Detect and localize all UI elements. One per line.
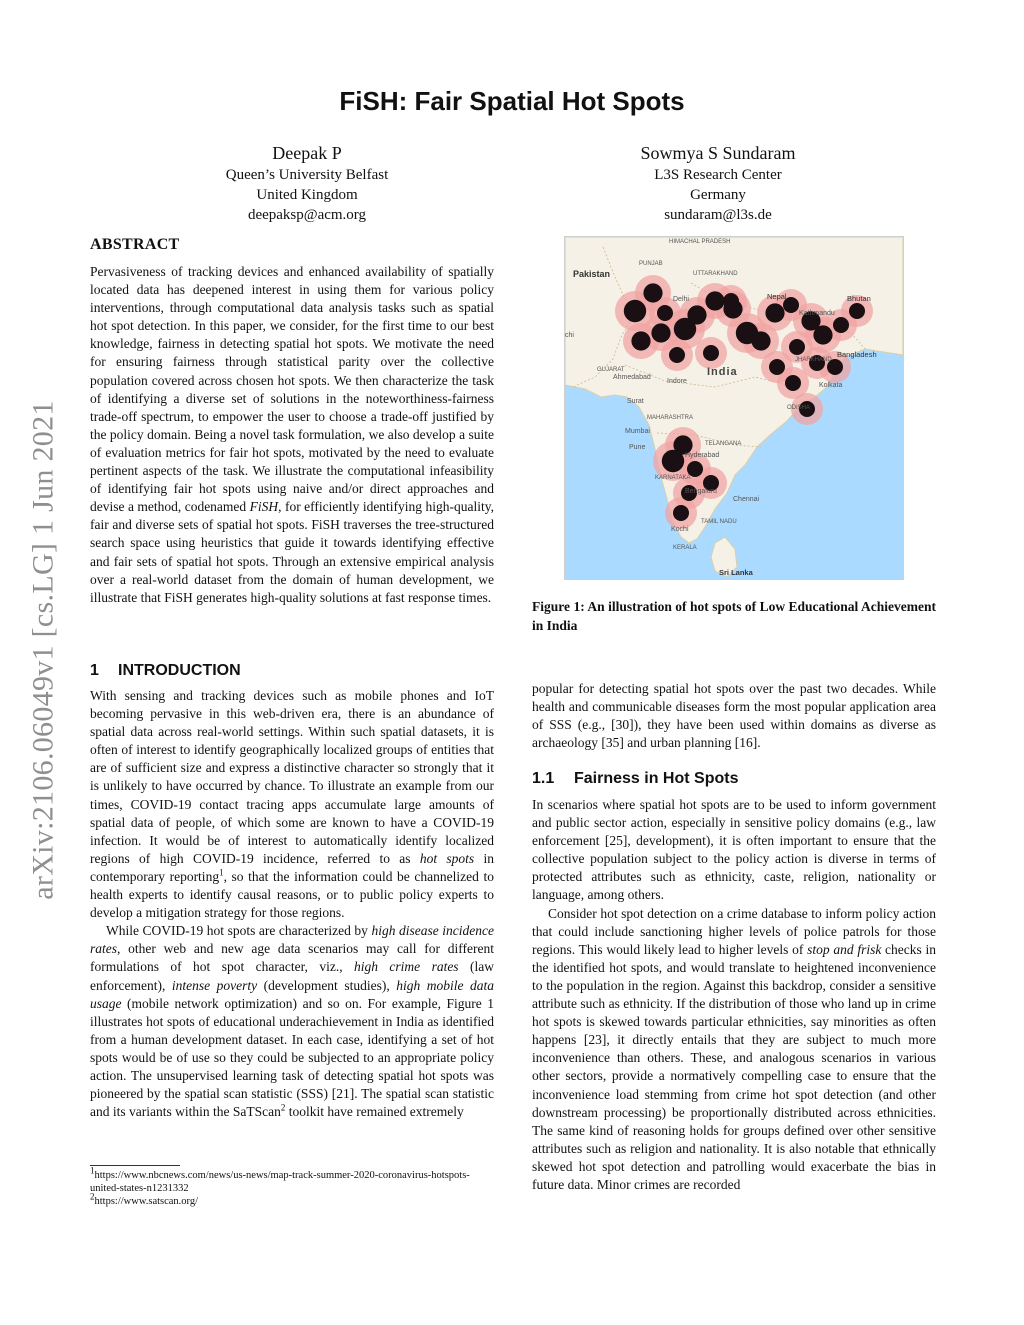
map-label-jharkhand: JHARKHAND bbox=[795, 357, 832, 363]
footnotes bbox=[90, 1165, 494, 1208]
map-label-karnataka: KARNATAKA bbox=[655, 475, 691, 481]
hot-spot-cluster bbox=[631, 331, 650, 350]
footnote-ref[interactable]: 2 bbox=[280, 1102, 286, 1113]
map-label-surat: Surat bbox=[627, 398, 644, 405]
hot-spot-cluster bbox=[673, 505, 689, 521]
map-label-uttarakhand: UTTARAKHAND bbox=[693, 271, 738, 277]
hot-spot-cluster bbox=[765, 303, 784, 322]
hot-spot-cluster bbox=[705, 291, 724, 310]
footnote-2: $^2$https://www.satscan.org/ bbox=[90, 1191, 199, 1207]
author-name: Sowmya S Sundaram bbox=[640, 143, 796, 163]
author-country: Germany bbox=[690, 187, 746, 203]
author-affiliation: L3S Research Center bbox=[654, 167, 782, 183]
abstract-heading: ABSTRACT bbox=[90, 236, 180, 253]
map-label-kochi: Kochi bbox=[671, 526, 689, 533]
footnote-rule bbox=[90, 1165, 180, 1166]
map-label-hyderabad: Hyderabad bbox=[685, 452, 720, 459]
map-label-kathmandu: Kathmandu bbox=[799, 310, 835, 317]
author-email[interactable]: deepaksp@acm.org bbox=[247, 207, 367, 223]
intro-paragraph-2: While COVID-19 hot spots are characterized by high disease incidence rates, other web and new age data scenarios may call for different formulations of hot spot character, viz., high crime rates (law enforcement), intense poverty (development studies), high mobile data usage (mobile network optimization) and so on. For example, Figure 1 illustrates hot spots of educational underachievement in India as identified from a human development dataset. In each case, identifying a set of hot spots would be of use so they could be subjected to an appropriate policy action. The unsupervised learning task of detecting spatial hot spots was pioneered by the spatial scan statistic (SSS) [21]. The spatial scan statistic and its variants within the SaTScan$^2$ toolkit have remained extremely bbox=[90, 923, 494, 1120]
intro-paragraph-3: popular for detecting spatial hot spots over the past two decades. While health and communicable diseases form the most popular application area of SSS (e.g., [30]), they have been used within domains as diverse as archaeology [35] and urban planning [16]. bbox=[532, 681, 936, 751]
introduction-continued bbox=[532, 680, 936, 752]
hot-spot-cluster bbox=[723, 293, 739, 309]
method-name: FiSH bbox=[249, 499, 279, 515]
hot-spot-cluster bbox=[785, 375, 801, 391]
footnote-link[interactable]: https://www.nbcnews.com/news/us-news/map-track-summer-2020-coronavirus-hotspots-united-states-n1231332 bbox=[90, 1170, 470, 1194]
hot-spot-cluster bbox=[662, 450, 684, 472]
hot-spot-cluster bbox=[813, 325, 832, 344]
map-label-pune: Pune bbox=[629, 444, 646, 451]
hot-spot-cluster bbox=[833, 317, 849, 333]
abstract-body bbox=[90, 263, 494, 607]
map-label-indore: Indore bbox=[667, 378, 687, 385]
author-1 bbox=[147, 143, 467, 225]
map-label-kolkata: Kolkata bbox=[819, 382, 843, 389]
author-name: Deepak P bbox=[272, 143, 342, 163]
hot-spot-cluster bbox=[657, 305, 673, 321]
map-label-bangladesh: Bangladesh bbox=[837, 350, 877, 359]
hot-spot-cluster bbox=[769, 359, 785, 375]
map-label-tamil-nadu: TAMIL NADU bbox=[701, 519, 737, 525]
fairness-paragraph-2: Consider hot spot detection on a crime database to inform policy action that could include sanctioning higher levels of police patrols for those regions. This would likely lead to higher levels of stop and frisk checks in the identified hot spots, and would translate to heightened inconvenience to the population in the region. Against this backdrop, consider a sensitive attribute such as ethnicity. If the distribution of those who land up in crime hot spots is skewed towards particular ethnicities, say minorities as often happens [23], it directly entails that they are subject to much more inconvenience than others. These, and analogous scenarios in various other sectors, provide a normatively compelling case to ensure that the inconvenience load stemming from crime hot spot detection (and other downstream processing) be proportionally distributed across ethnicities. The same kind of reasoning holds for groups defined over other sensitive attributes such as religion and nationality. It is also notable that ethnically skewed hot spot detection and patrolling would exacerbate the bias in future data. Minor crimes are recorded bbox=[532, 905, 937, 1192]
map-label-pakistan: Pakistan bbox=[573, 269, 611, 279]
abstract-text: Pervasiveness of tracking devices and enhanced availability of spatially located data has deepened interest in using them for various policy interventions, through computational data analysis tasks such as spatial hot spot detection. In this paper, we consider, for the first time to our best knowledge, fairness in detecting spatial hot spots. We motivate the need for ensuring fairness through statistical parity over the collective population covered across chosen hot spots. We then characterize the task of identifying a diverse set of solutions in the noteworthiness-fairness trade-off spectrum, to empower the user to choose a trade-off justified by the policy domain. Being a novel task formulation, we also develop a suite of evaluation metrics for fair hot spots, motivated by the need to evaluate pertinent aspects of the task. We illustrate the computational infeasibility of identifying fair hot spots using naive and/or direct approaches and devise a method, codenamed FiSH, for efficiently identifying high-quality, fair and diverse sets of spatial hot spots. FiSH traverses the tree-structured search space using heuristics that guide it towards identifying effective and fair sets of spatial hot spots. Through an extensive empirical analysis over a real-world dataset from the domain of human development, we illustrate that FiSH generates high-quality solutions at fast response times. bbox=[90, 264, 494, 605]
author-country: United Kingdom bbox=[256, 187, 358, 203]
hot-spot-cluster bbox=[751, 331, 770, 350]
hot-spot-cluster bbox=[624, 300, 646, 322]
hot-spot-cluster bbox=[849, 303, 865, 319]
hot-spot-cluster bbox=[687, 305, 706, 324]
map-label-gujarat: GUJARAT bbox=[597, 367, 625, 373]
figure-caption: Figure 1: An illustration of hot spots of Low Educational Achievement in India bbox=[532, 599, 936, 633]
map-label-sri-lanka: Sri Lanka bbox=[719, 568, 753, 577]
paper-title: FiSH: Fair Spatial Hot Spots bbox=[339, 86, 685, 116]
map-label-maharashtra: MAHARASHTRA bbox=[647, 415, 694, 421]
hot-spot-cluster bbox=[651, 323, 670, 342]
map-label-delhi: Delhi bbox=[673, 296, 689, 303]
hot-spot-cluster bbox=[643, 283, 662, 302]
map-label-chennai: Chennai bbox=[733, 496, 760, 503]
map-label-ahmedabad: Ahmedabad bbox=[613, 374, 651, 381]
author-affiliation: Queen’s University Belfast bbox=[225, 167, 389, 183]
hot-spot-cluster bbox=[789, 339, 805, 355]
section-heading-fairness: 1.1 Fairness in Hot Spots bbox=[532, 770, 739, 787]
hot-spot-cluster bbox=[703, 345, 719, 361]
hot-spot-cluster bbox=[669, 347, 685, 363]
map-label-bhutan: Bhutan bbox=[847, 294, 871, 303]
author-email[interactable]: sundaram@l3s.de bbox=[664, 207, 772, 223]
intro-paragraph-1: With sensing and tracking devices such as mobile phones and IoT becoming pervasive in this web-driven era, there is an abundance of spatial data across real-world settings. Within such spatial datasets, it is often of interest to identify geographically localized groups of entities that are of sufficient size and express a distinctive character so strongly that it is unlikely to have occurred by chance. To illustrate an example from our times, COVID-19 contact tracing apps accumulate large amounts of spatial data of people, of which some are known to have a COVID-19 infection. It would be of interest to automatically identify localized regions of high COVID-19 incidence, referred to as hot spots in contemporary reporting$^1$, so that the information could be channelized to health experts to identify causal reasons, or to public policy experts to develop a mitigation strategy for those regions. bbox=[90, 688, 494, 921]
arxiv-stamp: arXiv:2106.06049v1 [cs.LG] 1 Jun 2021 bbox=[27, 400, 61, 900]
footnote-1: $^1$https://www.nbcnews.com/news/us-news/map-track-summer-2020-coronavirus-hotspots-united-states-n1231332 bbox=[90, 1165, 470, 1194]
footnote-link[interactable]: https://www.satscan.org/ bbox=[94, 1196, 199, 1207]
fairness-body bbox=[532, 796, 936, 1194]
introduction-body bbox=[90, 687, 494, 1121]
map-label-odisha: ODISHA bbox=[787, 405, 811, 411]
map-label-kerala: KERALA bbox=[673, 545, 697, 551]
india-hot-spots-map bbox=[564, 236, 904, 580]
map-label-chi: chi bbox=[565, 332, 574, 339]
map-label-mumbai: Mumbai bbox=[625, 428, 650, 435]
section-heading-introduction: 1 INTRODUCTION bbox=[90, 662, 241, 679]
fairness-paragraph-1: In scenarios where spatial hot spots are to be used to inform government and public sector action, especially in sensitive policy domains (e.g., law enforcement [25], development), it is often important to ensure that the collective population subject to the policy action is diverse in terms of protected attributes such as ethnicity, caste, religion, nationality or language, among others. bbox=[532, 797, 936, 903]
footnote-ref[interactable]: 1 bbox=[219, 867, 224, 878]
map-label-telangana: TELANGANA bbox=[705, 441, 742, 447]
map-label-nepal: Nepal bbox=[767, 292, 787, 301]
map-label-himachal: HIMACHAL PRADESH bbox=[669, 239, 731, 245]
map-label-bengaluru: Bengaluru bbox=[685, 488, 717, 495]
map-label-india: India bbox=[707, 366, 738, 378]
author-2 bbox=[558, 143, 878, 225]
map-label-punjab: PUNJAB bbox=[639, 261, 663, 267]
